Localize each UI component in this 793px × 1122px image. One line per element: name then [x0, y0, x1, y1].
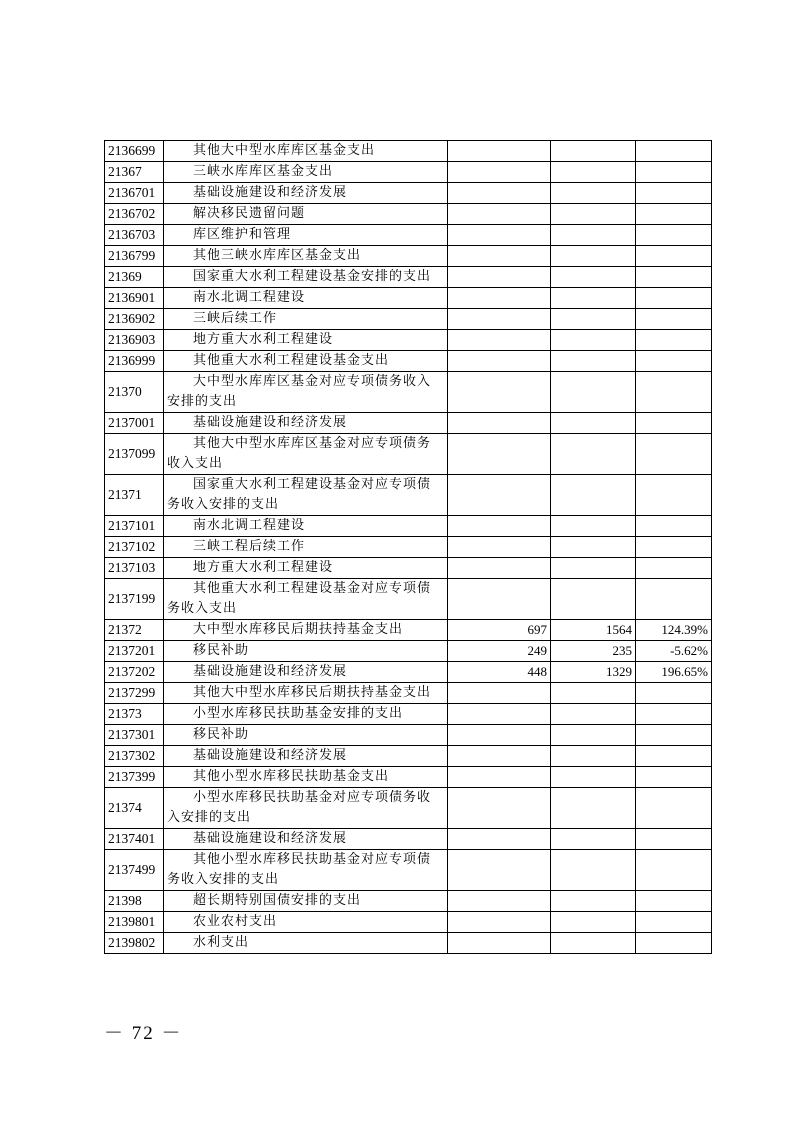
value-col-3 [636, 225, 712, 246]
value-col-3 [636, 141, 712, 162]
table-row [105, 434, 712, 475]
value-col-1: 448 [448, 662, 551, 683]
value-col-1 [448, 516, 551, 537]
value-col-1 [448, 537, 551, 558]
value-col-1 [448, 434, 551, 475]
subject-code: 21373 [105, 704, 164, 725]
subject-name: 大中型水库库区基金对应专项债务收入安排的支出 [167, 374, 432, 409]
subject-name-cell [164, 162, 448, 183]
value-col-3 [636, 288, 712, 309]
value-col-3 [636, 537, 712, 558]
subject-code: 21367 [105, 162, 164, 183]
value-col-3 [636, 891, 712, 912]
subject-name-cell [164, 204, 448, 225]
value-col-1 [448, 704, 551, 725]
value-col-2 [551, 225, 636, 246]
value-col-1 [448, 267, 551, 288]
value-col-1: 697 [448, 620, 551, 641]
subject-code: 2136702 [105, 204, 164, 225]
subject-code: 2136999 [105, 351, 164, 372]
subject-code: 2136901 [105, 288, 164, 309]
value-col-2 [551, 351, 636, 372]
subject-name-cell [164, 933, 448, 954]
subject-code: 2136703 [105, 225, 164, 246]
subject-code: 21398 [105, 891, 164, 912]
table-row [105, 141, 712, 162]
table-row [105, 641, 712, 662]
value-col-3 [636, 829, 712, 850]
subject-name: 解决移民遗留问题 [193, 206, 306, 221]
table-row [105, 537, 712, 558]
value-col-3 [636, 746, 712, 767]
table-row [105, 829, 712, 850]
value-col-2 [551, 912, 636, 933]
subject-name: 库区维护和管理 [193, 227, 292, 242]
value-col-1 [448, 558, 551, 579]
subject-code: 2137499 [105, 850, 164, 891]
subject-code: 21374 [105, 788, 164, 829]
subject-name: 三峡后续工作 [193, 311, 278, 326]
subject-name-cell [164, 558, 448, 579]
subject-code: 2137401 [105, 829, 164, 850]
subject-name: 其他重大水利工程建设基金对应专项债务收入支出 [167, 581, 432, 616]
value-col-3 [636, 434, 712, 475]
subject-name: 国家重大水利工程建设基金安排的支出 [193, 269, 432, 284]
value-col-3 [636, 579, 712, 620]
value-col-2 [551, 141, 636, 162]
subject-name-cell [164, 475, 448, 516]
subject-name: 移民补助 [193, 727, 250, 742]
subject-name-cell [164, 516, 448, 537]
value-col-2 [551, 204, 636, 225]
subject-name: 其他大中型水库库区基金支出 [193, 143, 376, 158]
subject-name: 其他重大水利工程建设基金支出 [193, 353, 390, 368]
value-col-1 [448, 746, 551, 767]
subject-code: 21372 [105, 620, 164, 641]
subject-name: 南水北调工程建设 [193, 518, 306, 533]
subject-name-cell [164, 850, 448, 891]
table-row [105, 558, 712, 579]
subject-name-cell [164, 309, 448, 330]
value-col-3 [636, 183, 712, 204]
subject-name: 其他大中型水库移民后期扶持基金支出 [193, 685, 432, 700]
value-col-2 [551, 725, 636, 746]
subject-name-cell [164, 725, 448, 746]
subject-name-cell [164, 767, 448, 788]
value-col-2 [551, 850, 636, 891]
value-col-2 [551, 183, 636, 204]
subject-name: 其他小型水库移民扶助基金支出 [193, 769, 390, 784]
value-col-2 [551, 162, 636, 183]
value-col-3 [636, 372, 712, 413]
subject-code: 21370 [105, 372, 164, 413]
subject-name: 水利支出 [193, 935, 250, 950]
subject-code: 2137103 [105, 558, 164, 579]
subject-name: 其他小型水库移民扶助基金对应专项债务收入安排的支出 [167, 852, 432, 887]
value-col-3 [636, 558, 712, 579]
value-col-1 [448, 309, 551, 330]
value-col-1 [448, 850, 551, 891]
subject-code: 2139801 [105, 912, 164, 933]
table-row [105, 933, 712, 954]
value-col-3 [636, 850, 712, 891]
value-col-2 [551, 704, 636, 725]
subject-name-cell [164, 183, 448, 204]
subject-code: 2137302 [105, 746, 164, 767]
subject-name: 基础设施建设和经济发展 [193, 415, 348, 430]
subject-name: 移民补助 [193, 643, 250, 658]
value-col-3 [636, 204, 712, 225]
value-col-2 [551, 788, 636, 829]
table-row [105, 725, 712, 746]
subject-name-cell [164, 683, 448, 704]
value-col-2 [551, 434, 636, 475]
subject-name-cell [164, 372, 448, 413]
table-row [105, 183, 712, 204]
value-col-3 [636, 704, 712, 725]
value-col-1 [448, 475, 551, 516]
subject-name-cell [164, 434, 448, 475]
subject-name: 大中型水库移民后期扶持基金支出 [193, 622, 404, 637]
table-row [105, 767, 712, 788]
table-row [105, 413, 712, 434]
value-col-2 [551, 537, 636, 558]
subject-name-cell [164, 829, 448, 850]
subject-code: 2139802 [105, 933, 164, 954]
subject-name: 三峡工程后续工作 [193, 539, 306, 554]
subject-name-cell [164, 141, 448, 162]
subject-code: 2136903 [105, 330, 164, 351]
subject-name-cell [164, 267, 448, 288]
table-row [105, 579, 712, 620]
subject-code: 2137199 [105, 579, 164, 620]
value-col-2 [551, 413, 636, 434]
subject-name-cell [164, 288, 448, 309]
value-col-3 [636, 767, 712, 788]
value-col-2 [551, 829, 636, 850]
value-col-1: 249 [448, 641, 551, 662]
subject-name-cell [164, 330, 448, 351]
value-col-3 [636, 933, 712, 954]
table-row [105, 912, 712, 933]
table-row [105, 246, 712, 267]
value-col-2: 235 [551, 641, 636, 662]
value-col-3 [636, 788, 712, 829]
value-col-3 [636, 246, 712, 267]
table-row [105, 788, 712, 829]
value-col-1 [448, 330, 551, 351]
value-col-3: 124.39% [636, 620, 712, 641]
subject-code: 2137202 [105, 662, 164, 683]
value-col-1 [448, 288, 551, 309]
subject-name: 小型水库移民扶助基金安排的支出 [193, 706, 404, 721]
table-row [105, 891, 712, 912]
subject-name-cell [164, 746, 448, 767]
value-col-3 [636, 267, 712, 288]
value-col-2 [551, 891, 636, 912]
value-col-1 [448, 162, 551, 183]
subject-code: 2137399 [105, 767, 164, 788]
subject-name-cell [164, 891, 448, 912]
value-col-3 [636, 725, 712, 746]
value-col-3 [636, 683, 712, 704]
value-col-1 [448, 829, 551, 850]
table-row [105, 475, 712, 516]
subject-name-cell [164, 246, 448, 267]
value-col-1 [448, 183, 551, 204]
subject-name: 国家重大水利工程建设基金对应专项债务收入安排的支出 [167, 477, 432, 512]
value-col-2 [551, 309, 636, 330]
table-row [105, 662, 712, 683]
value-col-3 [636, 912, 712, 933]
value-col-1 [448, 351, 551, 372]
table-row [105, 746, 712, 767]
table-row [105, 267, 712, 288]
value-col-1 [448, 225, 551, 246]
table-row [105, 330, 712, 351]
value-col-3: -5.62% [636, 641, 712, 662]
subject-name: 农业农村支出 [193, 914, 278, 929]
subject-code: 2137301 [105, 725, 164, 746]
table-row [105, 288, 712, 309]
value-col-3 [636, 475, 712, 516]
value-col-1 [448, 372, 551, 413]
value-col-2 [551, 746, 636, 767]
subject-name: 基础设施建设和经济发展 [193, 831, 348, 846]
subject-code: 2137099 [105, 434, 164, 475]
value-col-1 [448, 788, 551, 829]
value-col-2 [551, 683, 636, 704]
subject-code: 2137101 [105, 516, 164, 537]
value-col-1 [448, 912, 551, 933]
subject-code: 21369 [105, 267, 164, 288]
value-col-1 [448, 204, 551, 225]
budget-table-body [105, 141, 712, 954]
subject-name-cell [164, 704, 448, 725]
value-col-3 [636, 413, 712, 434]
table-row [105, 372, 712, 413]
subject-code: 21371 [105, 475, 164, 516]
subject-name-cell [164, 225, 448, 246]
budget-table [104, 140, 712, 954]
subject-name: 三峡水库库区基金支出 [193, 164, 334, 179]
subject-name: 超长期特别国债安排的支出 [193, 893, 362, 908]
value-col-1 [448, 246, 551, 267]
subject-code: 2137102 [105, 537, 164, 558]
subject-name-cell [164, 413, 448, 434]
value-col-1 [448, 683, 551, 704]
table-row [105, 704, 712, 725]
value-col-1 [448, 579, 551, 620]
subject-code: 2136701 [105, 183, 164, 204]
value-col-3 [636, 351, 712, 372]
subject-code: 2137201 [105, 641, 164, 662]
subject-name-cell [164, 788, 448, 829]
subject-name-cell [164, 537, 448, 558]
value-col-2 [551, 558, 636, 579]
subject-name-cell [164, 620, 448, 641]
subject-name-cell [164, 662, 448, 683]
value-col-2 [551, 579, 636, 620]
table-row [105, 351, 712, 372]
table-row [105, 850, 712, 891]
subject-name: 地方重大水利工程建设 [193, 560, 334, 575]
value-col-2: 1329 [551, 662, 636, 683]
value-col-3 [636, 162, 712, 183]
subject-code: 2136799 [105, 246, 164, 267]
subject-name: 其他大中型水库库区基金对应专项债务收入支出 [167, 436, 432, 471]
table-row [105, 516, 712, 537]
value-col-1 [448, 725, 551, 746]
value-col-1 [448, 933, 551, 954]
subject-name-cell [164, 351, 448, 372]
value-col-2 [551, 767, 636, 788]
value-col-3: 196.65% [636, 662, 712, 683]
value-col-2 [551, 372, 636, 413]
value-col-2 [551, 516, 636, 537]
table-row [105, 162, 712, 183]
subject-name: 南水北调工程建设 [193, 290, 306, 305]
value-col-2: 1564 [551, 620, 636, 641]
table-row [105, 225, 712, 246]
value-col-2 [551, 933, 636, 954]
subject-name: 基础设施建设和经济发展 [193, 185, 348, 200]
subject-name: 基础设施建设和经济发展 [193, 748, 348, 763]
table-row [105, 309, 712, 330]
subject-name-cell [164, 641, 448, 662]
subject-code: 2136699 [105, 141, 164, 162]
subject-code: 2137001 [105, 413, 164, 434]
subject-code: 2137299 [105, 683, 164, 704]
subject-name-cell [164, 912, 448, 933]
value-col-2 [551, 246, 636, 267]
page-number: － 72 － [104, 1023, 183, 1044]
table-row [105, 620, 712, 641]
table-row [105, 204, 712, 225]
value-col-1 [448, 767, 551, 788]
value-col-1 [448, 413, 551, 434]
subject-name-cell [164, 579, 448, 620]
subject-name: 地方重大水利工程建设 [193, 332, 334, 347]
value-col-3 [636, 516, 712, 537]
value-col-1 [448, 141, 551, 162]
value-col-2 [551, 288, 636, 309]
value-col-2 [551, 475, 636, 516]
table-row [105, 683, 712, 704]
subject-name: 基础设施建设和经济发展 [193, 664, 348, 679]
value-col-2 [551, 267, 636, 288]
subject-name: 其他三峡水库库区基金支出 [193, 248, 362, 263]
value-col-3 [636, 309, 712, 330]
value-col-3 [636, 330, 712, 351]
subject-name: 小型水库移民扶助基金对应专项债务收入安排的支出 [167, 790, 432, 825]
value-col-1 [448, 891, 551, 912]
value-col-2 [551, 330, 636, 351]
subject-code: 2136902 [105, 309, 164, 330]
